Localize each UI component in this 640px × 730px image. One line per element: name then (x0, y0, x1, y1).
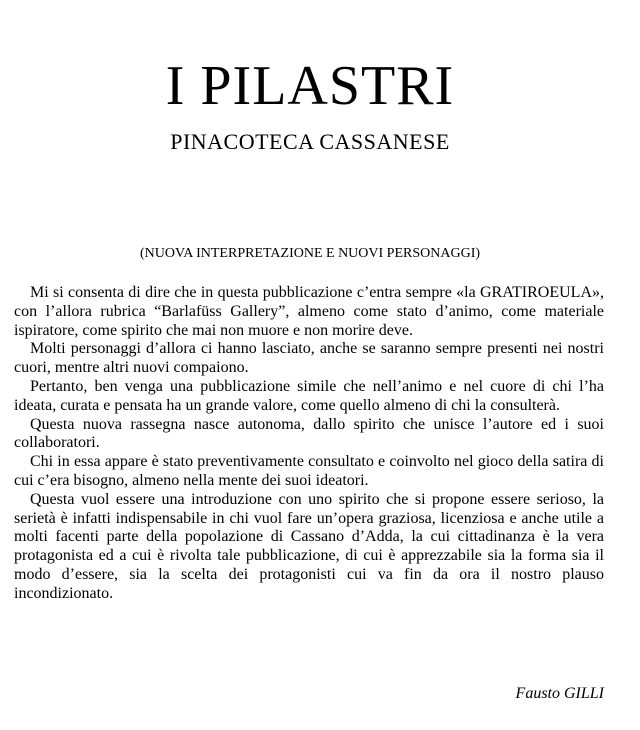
author-signature: Fausto GILLI (515, 685, 604, 702)
page-subtitle: PINACOTECA CASSANESE (170, 129, 450, 154)
page-title: I PILASTRI (165, 55, 455, 117)
paragraph: Molti personaggi d’allora ci hanno lasciato, anche se saranno sempre presenti nei nostri cuori, mentre altri nuovi compaiono. (14, 340, 604, 377)
document-body (14, 284, 604, 604)
paragraph: Questa vuol essere una introduzione con uno spirito che si propone essere serioso, la serietà è infatti indispensabile in chi vuol fare un’opera graziosa, licenziosa e anche utile a molti facenti parte della popolazione di Cassano d’Adda, la cui cittadinanza è la vera protagonista ed a cui è rivolta tale pubblicazione, di cui è apprezzabile sia la forma sia il modo d’essere, sia la scelta dei protagonisti cui va fin da ora il nostro plauso incondizionato. (14, 490, 604, 602)
section-heading: (NUOVA INTERPRETAZIONE E NUOVI PERSONAGGI) (139, 246, 481, 261)
paragraph: Questa nuova rassegna nasce autonoma, dallo spirito che unisce l’autore ed i suoi collaboratori. (14, 415, 604, 452)
paragraph: Pertanto, ben venga una pubblicazione simile che nell’animo e nel cuore di chi l’ha ideata, curata e pensata ha un grande valore, come quello almeno di chi la consulterà. (14, 377, 604, 414)
paragraph: Chi in essa appare è stato preventivamente consultato e coinvolto nel gioco della satira di cui c’era bisogno, almeno nella mente dei suoi ideatori. (14, 453, 604, 489)
paragraph: Mi si consenta di dire che in questa pubblicazione c’entra sempre «la GRATIROEULA», con l’allora rubrica “Barlafüss Gallery”, almeno come stato d’animo, come materiale ispiratore, come spirito che mai non muore e non morire deve. (14, 284, 604, 339)
